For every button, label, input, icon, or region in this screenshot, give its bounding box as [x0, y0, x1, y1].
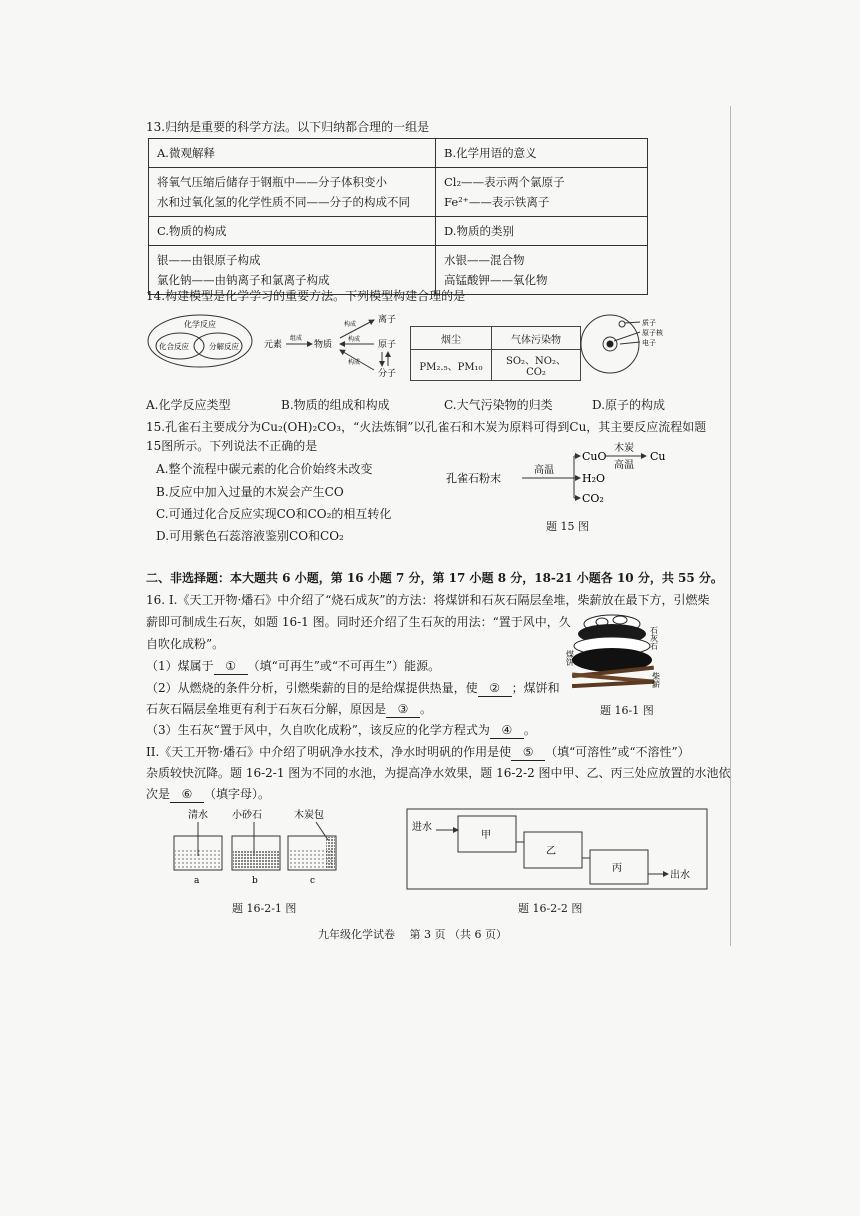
q15-opt-b: B.反应中加入过量的木炭会产生CO: [156, 485, 344, 499]
svg-text:乙: 乙: [546, 846, 556, 857]
svg-text:丙: 丙: [612, 863, 622, 874]
q15-opt-a: A.整个流程中碳元素的化合价始终未改变: [156, 462, 373, 476]
answer-blank-1[interactable]: ①: [214, 658, 248, 675]
fig-b-lizi: 离子: [378, 315, 397, 325]
page-footer: 九年级化学试卷 第 3 页 （共 6 页）: [318, 928, 507, 941]
q15-start: 孔雀石粉末: [446, 472, 501, 485]
q16-ii-line-1: II.《天工开物·燔石》中介绍了明矾净水技术，净水时明矾的作用是使 ⑤ （填“可溶性”或“不溶性”）: [146, 745, 690, 759]
q16-fig21-caption: 题 16-2-1 图: [232, 902, 297, 915]
q13-a-title: A.微观解释: [149, 139, 436, 168]
fig-b-yuanzi: 原子: [378, 340, 397, 350]
svg-text:清水: 清水: [188, 810, 208, 821]
q15-opt-d: D.可用紫色石蕊溶液鉴别CO和CO₂: [156, 529, 344, 543]
answer-blank-6[interactable]: ⑥: [170, 786, 204, 803]
answer-blank-4[interactable]: ④: [490, 722, 524, 739]
q16-para-1: 16. I.《天工开物·燔石》中介绍了“烧石成灰”的方法：将煤饼和石灰石隔层垒堆，柴薪放在最下方，引燃柴: [146, 593, 710, 607]
q14-fig-a: [146, 312, 254, 370]
svg-text:进水: 进水: [412, 822, 432, 833]
svg-text:构成: 构成: [348, 336, 361, 343]
q14-stem: 14.构建模型是化学学习的重要方法。下列模型构建合理的是: [146, 289, 466, 303]
q13-b-body: Cl₂——表示两个氯原子 Fe²⁺——表示铁离子: [436, 168, 648, 217]
answer-blank-5[interactable]: ⑤: [511, 744, 545, 761]
section-2-heading: 二、非选择题：本大题共 6 小题，第 16 小题 7 分，第 17 小题 8 分，18-21 小题各 10 分，共 55 分。: [146, 571, 723, 585]
svg-text:构成: 构成: [344, 321, 357, 328]
q16-fig-kiln: [566, 604, 666, 700]
svg-text:柴薪: 柴薪: [651, 672, 661, 688]
svg-text:质子: 质子: [642, 319, 656, 327]
q13-b-title: B.化学用语的意义: [436, 139, 648, 168]
q14-opt-c: C.大气污染物的归类: [444, 398, 553, 412]
svg-text:原子核: 原子核: [642, 329, 663, 337]
fig-b-fenzi: 分子: [378, 369, 397, 379]
q15-co2: CO₂: [582, 492, 604, 505]
q16-para-2: 薪即可制成生石灰，如题 16-1 图。同时还介绍了生石灰的用法：“置于风中，久: [146, 615, 571, 629]
q13-c-body: 银——由银原子构成 氯化钠——由钠离子和氯离子构成: [149, 246, 436, 295]
q13-table: [148, 138, 648, 295]
q16-fig1-caption: 题 16-1 图: [600, 704, 654, 717]
svg-text:高温: 高温: [614, 460, 634, 471]
svg-text:木炭: 木炭: [614, 443, 634, 454]
svg-text:高温: 高温: [534, 465, 554, 476]
q15-cuo: CuO: [582, 450, 607, 463]
q15-stem-1: 15.孔雀石主要成分为Cu₂(OH)₂CO₃，“火法炼铜”以孔雀石和木炭为原料可得到Cu，其主要反应流程如题: [146, 420, 707, 434]
fig-b-wuzhi: 物质: [314, 340, 333, 350]
q15-opt-c: C.可通过化合反应实现CO和CO₂的相互转化: [156, 507, 392, 521]
fig-a-outer: 化学反应: [184, 320, 216, 329]
svg-text:a: a: [194, 876, 200, 886]
page-divider: [730, 106, 731, 946]
q14-fig-c: 烟尘 气体污染物 PM₂.₅、PM₁₀ SO₂、NO₂、CO₂: [410, 326, 581, 381]
fig-a-right: 分解反应: [209, 342, 239, 351]
svg-text:构成: 构成: [348, 359, 361, 366]
svg-text:出水: 出水: [670, 870, 690, 881]
q16-sub1: （1）煤属于 ① （填“可再生”或“不可再生”）能源。: [146, 659, 441, 673]
q15-h2o: H₂O: [582, 472, 606, 485]
q15-caption: 题 15 图: [546, 520, 589, 533]
svg-text:木炭包: 木炭包: [294, 810, 324, 821]
svg-text:组成: 组成: [290, 335, 303, 342]
svg-text:c: c: [310, 876, 316, 886]
svg-text:甲: 甲: [481, 830, 491, 841]
svg-text:石灰石: 石灰石: [649, 626, 659, 650]
q15-stem-2: 15图所示。下列说法不正确的是: [146, 439, 318, 453]
q16-sub3: （3）生石灰“置于风中，久自吹化成粉”，该反应的化学方程式为 ④ 。: [146, 723, 536, 737]
q16-fig-waterflow: [406, 808, 708, 890]
answer-blank-2[interactable]: ②: [478, 680, 512, 697]
answer-blank-3[interactable]: ③: [386, 701, 420, 718]
svg-text:电子: 电子: [642, 339, 656, 347]
q14-opt-d: D.原子的构成: [592, 398, 666, 412]
q14-opt-a: A.化学反应类型: [146, 398, 231, 412]
q15-cu: Cu: [650, 450, 666, 463]
q14-opt-b: B.物质的组成和构成: [281, 398, 390, 412]
q13-stem: 13.归纳是重要的科学方法。以下归纳都合理的一组是: [146, 120, 430, 134]
q13-d-title: D.物质的类别: [436, 217, 648, 246]
svg-text:煤饼: 煤饼: [566, 650, 575, 666]
q15-flow-figure: [444, 440, 704, 518]
q16-ii-line-3: 次是 ⑥ （填字母）。: [146, 787, 271, 801]
q13-d-body: 水银——混合物 高锰酸钾——氧化物: [436, 246, 648, 295]
q16-ii-line-2: 杂质较快沉降。题 16-2-1 图为不同的水池，为提高净水效果，题 16-2-2 图中甲、乙、丙三处应放置的水池依: [146, 766, 731, 780]
q14-fig-d: [578, 314, 678, 376]
q16-fig22-caption: 题 16-2-2 图: [518, 902, 583, 915]
q16-para-3: 自吹化成粉”。: [146, 637, 225, 651]
svg-text:b: b: [252, 876, 258, 886]
q13-a-body: 将氧气压缩后储存于钢瓶中——分子体积变小 水和过氧化氢的化学性质不同——分子的构成不同: [149, 168, 436, 217]
fig-b-yuansu: 元素: [264, 340, 283, 350]
q13-c-title: C.物质的构成: [149, 217, 436, 246]
q16-sub2: （2）从燃烧的条件分析，引燃柴薪的目的是给煤提供热量，使 ② ；煤饼和: [146, 681, 560, 695]
fig-a-left: 化合反应: [159, 342, 189, 351]
svg-text:小砂石: 小砂石: [232, 810, 262, 821]
q16-fig-pools: [166, 806, 346, 888]
q14-fig-b: [262, 308, 402, 380]
q16-sub2-line2: 石灰石隔层垒堆更有利于石灰石分解，原因是 ③ 。: [146, 702, 433, 716]
